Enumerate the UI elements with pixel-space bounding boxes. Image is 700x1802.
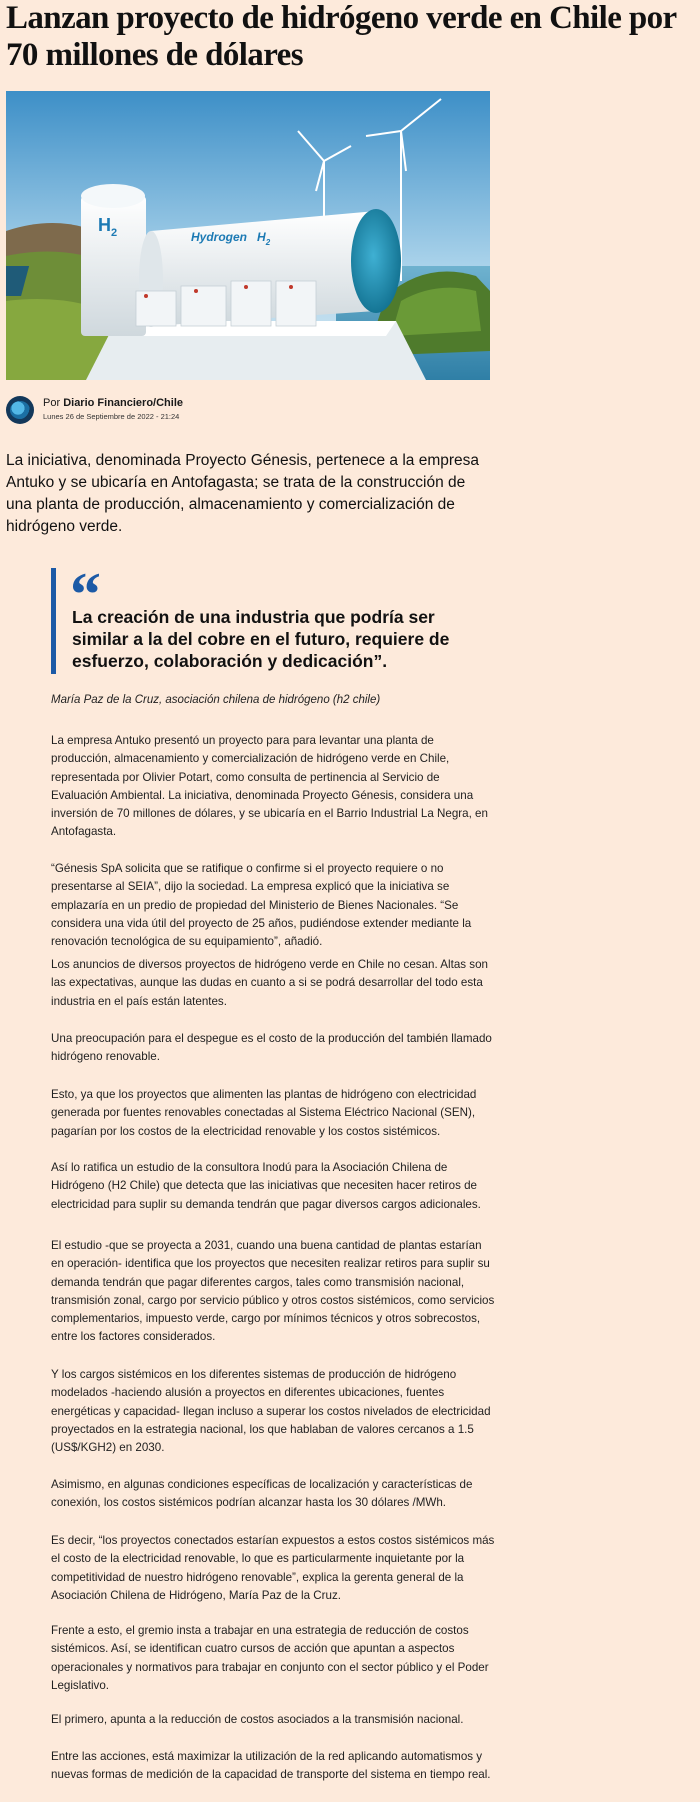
article-lead: La iniciativa, denominada Proyecto Génesis, pertenece a la empresa Antuko y se ubicaría en Antofagasta; se trata de la construcción de una planta de producción, almacenamiento y comercialización de hidrógeno verde. bbox=[6, 452, 480, 535]
body-paragraph: Asimismo, en algunas condiciones específicas de localización y características de conexión, los costos sistémicos podrían alcanzar hasta los 30 dólares /MWh. bbox=[51, 1478, 473, 1510]
body-paragraph: La empresa Antuko presentó un proyecto para para levantar una planta de producción, almacenamiento y comercialización de hidrógeno verde en Chile, representada por Olivier Potart, como consulta de pertinencia al Servicio de Evaluación Ambiental. La iniciativa, denominada Proyecto Génesis, considera una inversión de 70 millones de dólares, y se ubicaría en el Barrio Industrial La Negra, en Antofagasta. bbox=[51, 734, 488, 839]
hero-image bbox=[6, 91, 490, 380]
svg-text:HydrogenH2: Hydrogen $H_2$ bbox=[191, 230, 271, 247]
svg-text:H2: $H_2$ bbox=[98, 215, 118, 239]
pull-quote bbox=[51, 561, 496, 674]
source-logo-icon bbox=[6, 396, 34, 424]
hydrogen-plant-illustration bbox=[6, 91, 490, 380]
body-paragraph: El estudio -que se proyecta a 2031, cuando una buena cantidad de plantas estarían en operación- identifica que los proyectos que necesiten realizar retiros para suplir su demanda tendrán que pagar diferentes cargos, tales como transmisión nacional, transmisión zonal, cargo por servicio público y otros costos sistémicos, como servicios complementarios, impuesto verde, cargo por mínimos técnicos y otros sobrecostos, entre los factores considerados. bbox=[51, 1239, 495, 1344]
publish-date: Lunes 26 de Septiembre de 2022 - 21:24 bbox=[43, 412, 180, 421]
body-paragraph: Esto, ya que los proyectos que alimenten las plantas de hidrógeno con electricidad generada por fuentes renovables conectadas al Sistema Eléctrico Nacional (SEN), pagarían por los costos de la electricidad renovable y los costos sistémicos. bbox=[51, 1088, 477, 1138]
body-paragraph: Una preocupación para el despegue es el costo de la producción del también llamado hidrógeno renovable. bbox=[51, 1032, 492, 1064]
article-title: Lanzan proyecto de hidrógeno verde en Chile por 70 millones de dólares bbox=[6, 0, 676, 73]
body-paragraph: “Génesis SpA solicita que se ratifique o confirme si el proyecto requiere o no presentarse al SEIA”, dijo la sociedad. La empresa explicó que la iniciativa se emplazaría en un predio de propiedad del Ministerio de Bienes Nacionales. “Se considera una vida útil del proyecto de 25 años, pudiéndose extender mediante la renovación tecnológica de su equipamiento”, añadió. bbox=[51, 862, 472, 949]
byline bbox=[6, 396, 490, 426]
byline-source-link[interactable]: Diario Financiero/Chile bbox=[63, 397, 183, 409]
byline-prefix: Por bbox=[43, 397, 64, 409]
body-paragraph: El primero, apunta a la reducción de costos asociados a la transmisión nacional. bbox=[51, 1713, 464, 1726]
body-paragraph: Los anuncios de diversos proyectos de hidrógeno verde en Chile no cesan. Altas son las expectativas, aunque las dudas en cuanto a si se podrá desarrollar del todo esta industria en el país están latentes. bbox=[51, 958, 488, 1008]
body-paragraph: Así lo ratifica un estudio de la consultora Inodú para la Asociación Chilena de Hidrógeno (H2 Chile) que detecta que las iniciativas que necesiten hacer retiros de electricidad para suplir su demanda tendrán que pagar diversos cargos adicionales. bbox=[51, 1161, 481, 1211]
body-paragraph: Frente a esto, el gremio insta a trabajar en una estrategia de reducción de costos sistémicos. Así, se identifican cuatro cursos de acción que apuntan a aspectos operacionales y normativos para trabajar en conjunto con el sector público y el Poder Legislativo. bbox=[51, 1624, 489, 1692]
quote-text: La creación de una industria que podría ser similar a la del cobre en el futuro, requiere de esfuerzo, colaboración y dedicación”. bbox=[72, 607, 450, 671]
body-paragraph: Entre las acciones, está maximizar la utilización de la red aplicando automatismos y nuevas formas de medición de la capacidad de transporte del sistema en tiempo real. bbox=[51, 1750, 491, 1782]
tank-cap bbox=[351, 209, 401, 313]
quote-mark-icon: “ bbox=[70, 561, 101, 629]
body-paragraph: Es decir, “los proyectos conectados estarían expuestos a estos costos sistémicos más el costo de la electricidad renovable, lo que es particularmente inquietante por la competitividad de nuestro hidrógeno renovable”, explica la gerenta general de la Asociación Chilena de Hidrógeno, María Paz de la Cruz. bbox=[51, 1534, 495, 1602]
byline-author bbox=[43, 397, 183, 409]
body-paragraph: Y los cargos sistémicos en los diferentes sistemas de producción de hidrógeno modelados -haciendo alusión a proyectos en diferentes ubicaciones, fuentes energéticas y capacidad- llegan incluso a superar los costos nivelados de electricidad proyectados en la estrategia nacional, los que hablaban de valores cercanos a 1.5 (US$/KGH2) en 2030. bbox=[51, 1368, 491, 1455]
quote-attribution: María Paz de la Cruz, asociación chilena de hidrógeno (h2 chile) bbox=[51, 694, 381, 706]
